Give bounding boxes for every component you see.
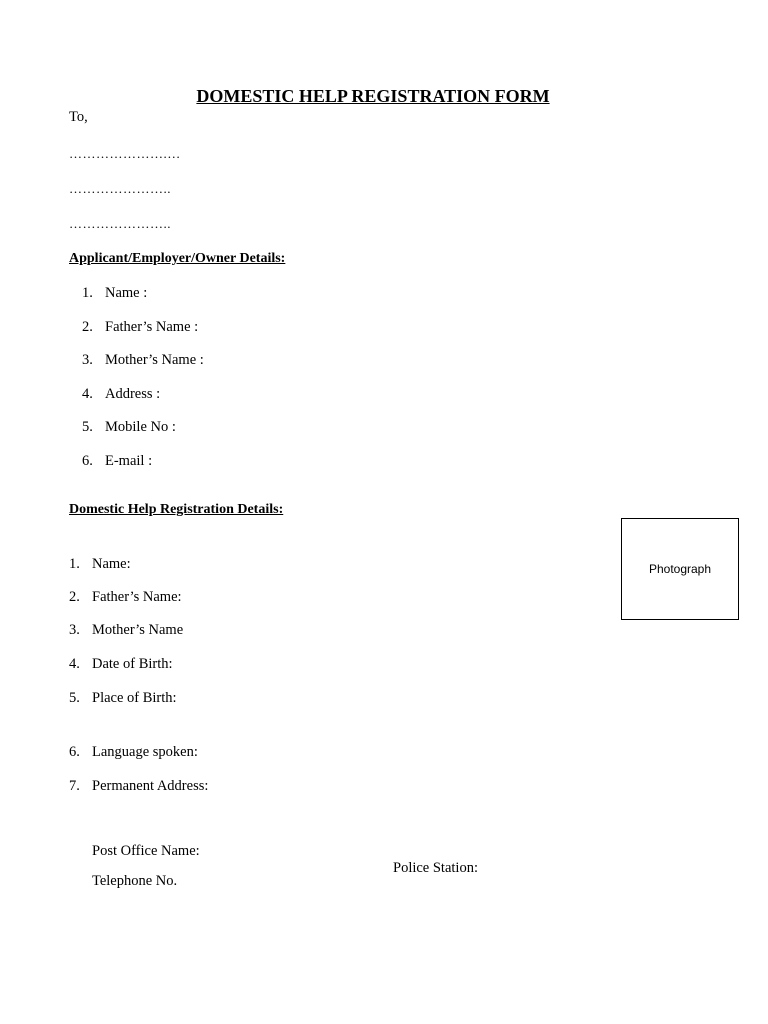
field-label: Address : [105, 386, 161, 402]
field-label: Mobile No : [105, 419, 176, 435]
recipient-line-2: ………………….. [69, 181, 171, 196]
help-field-mother-name [69, 621, 183, 639]
domestic-help-section-heading: Domestic Help Registration Details: [69, 502, 284, 517]
field-number: 5. [69, 690, 80, 706]
field-number: 2. [69, 589, 80, 605]
field-number: 4. [82, 386, 93, 402]
applicant-field-mobile [82, 418, 176, 436]
applicant-field-father-name [82, 318, 198, 336]
recipient-line-1: ………………….… [69, 146, 181, 161]
field-label: E-mail : [105, 453, 153, 469]
form-title: DOMESTIC HELP REGISTRATION FORM [196, 86, 550, 106]
post-office-label: Post Office Name: [92, 843, 200, 859]
help-field-father-name [69, 588, 182, 606]
field-number: 7. [69, 778, 80, 794]
field-number: 1. [82, 285, 93, 301]
field-label: Language spoken: [92, 744, 198, 760]
field-number: 3. [69, 622, 80, 638]
applicant-field-name [82, 284, 147, 302]
telephone-label: Telephone No. [92, 873, 178, 889]
photograph-box [621, 518, 739, 620]
salutation: To, [69, 109, 88, 125]
photograph-label: Photograph [648, 562, 712, 576]
help-field-name [69, 555, 131, 573]
field-label: Father’s Name: [92, 589, 182, 605]
field-label: Permanent Address: [92, 778, 209, 794]
field-label: Name: [92, 556, 131, 572]
applicant-field-address [82, 385, 160, 403]
applicant-section-heading: Applicant/Employer/Owner Details: [69, 251, 286, 266]
field-number: 6. [82, 453, 93, 469]
field-number: 4. [69, 656, 80, 672]
applicant-field-email [82, 452, 152, 470]
field-number: 2. [82, 319, 93, 335]
applicant-field-mother-name [82, 351, 204, 369]
field-label: Name : [105, 285, 148, 301]
field-label: Mother’s Name : [105, 352, 204, 368]
help-field-date-of-birth [69, 655, 173, 673]
recipient-line-3: ………………….. [69, 216, 171, 231]
field-number: 3. [82, 352, 93, 368]
help-field-permanent-address [69, 777, 208, 795]
help-field-language [69, 743, 198, 761]
police-station-label: Police Station: [393, 860, 478, 876]
field-label: Place of Birth: [92, 690, 177, 706]
field-number: 5. [82, 419, 93, 435]
field-label: Mother’s Name [92, 622, 184, 638]
field-number: 1. [69, 556, 80, 572]
field-label: Father’s Name : [105, 319, 199, 335]
field-number: 6. [69, 744, 80, 760]
field-label: Date of Birth: [92, 656, 173, 672]
help-field-place-of-birth [69, 689, 177, 707]
